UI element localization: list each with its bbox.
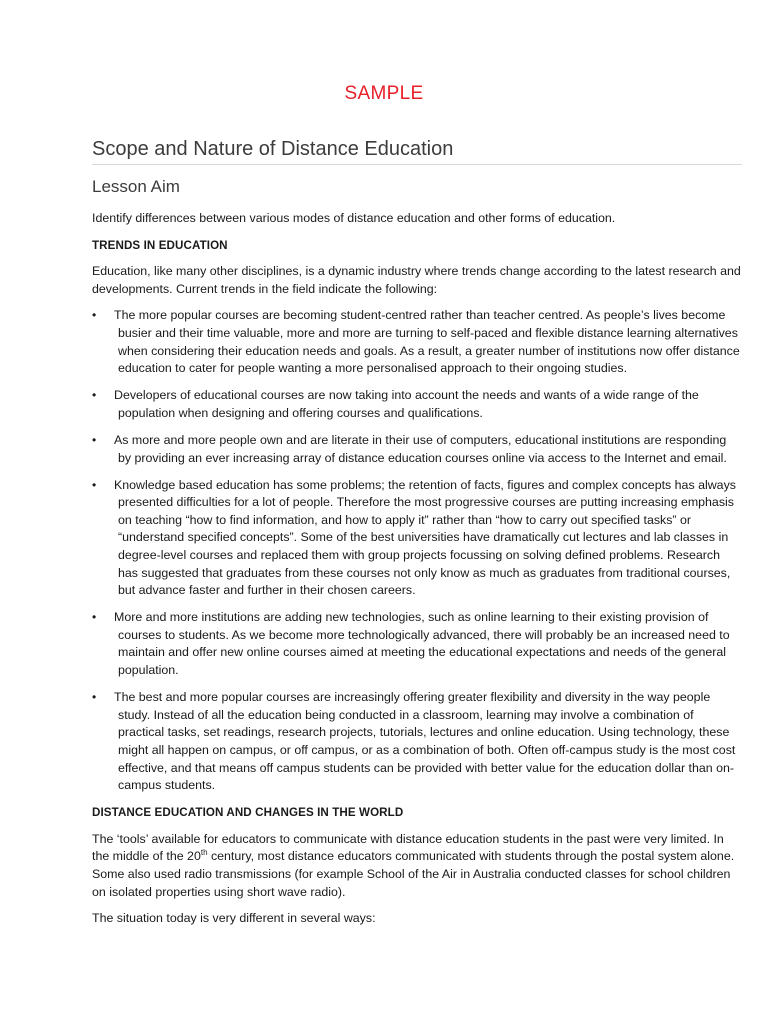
lesson-aim-heading: Lesson Aim xyxy=(92,177,180,196)
list-item xyxy=(92,432,742,467)
bullet-text: The best and more popular courses are increasingly offering greater flexibility and diversity in the way people study. Instead of all the education being conducted in a classroom, learning may involve a combination of practical tasks, set readings, research projects, tutorials, lectures and online education. Using technology, these might all happen on campus, or off campus, or as a combination of both. Often off-campus study is the most cost effective, and that means off campus students can be provided with better value for the education dollar than on-campus students. xyxy=(114,690,736,793)
bullet-text: Developers of educational courses are now taking into account the needs and wants of a wide range of the population when designing and offering courses and qualifications. xyxy=(114,388,699,420)
bullet-text: Knowledge based education has some problems; the retention of facts, figures and complex concepts has always presented difficulties for a lot of people. Therefore the most progressive courses are putting increasing emphasis on teaching “how to find information, and how to apply it” rather than “how to carry out specified tasks” or “understand specified concepts”. Some of the best universities have dramatically cut lectures and lab classes in degree-level courses and replaced them with group projects focussing on solving defined problems. Research has suggested that graduates from these courses not only know as much as graduates from traditional courses, but advance faster and further in their chosen careers. xyxy=(114,477,736,598)
situation-paragraph: The situation today is very different in several ways: xyxy=(92,911,376,926)
list-item xyxy=(92,689,742,795)
list-item xyxy=(92,307,742,377)
bullet-text: The more popular courses are becoming student-centred rather than teacher centred. As people’s lives become busier and their time valuable, more and more are turning to self-paced and flexible distance learning alternatives when considering their education needs and goals. As a result, a greater number of institutions now offer distance education to cater for people wanting a more personalised approach to their ongoing studies. xyxy=(114,308,740,376)
bullet-icon: • xyxy=(92,477,97,492)
bullet-icon: • xyxy=(92,308,97,323)
lesson-aim-text: Identify differences between various modes of distance education and other forms of education. xyxy=(92,211,616,225)
section-heading-changes: DISTANCE EDUCATION AND CHANGES IN THE WORLD xyxy=(92,806,404,820)
bullet-icon: • xyxy=(92,610,97,625)
bullet-icon: • xyxy=(92,432,97,447)
bullet-text: As more and more people own and are literate in their use of computers, educational institutions are responding by providing an ever increasing array of distance education courses online via access to the Internet and email. xyxy=(114,432,727,465)
changes-text-part-1: The ‘tools’ available for educators to communicate with distance education students in the past were very limited. In the middle of the 20 xyxy=(92,831,724,864)
changes-paragraph xyxy=(92,831,742,901)
list-item xyxy=(92,609,742,679)
bullet-icon: • xyxy=(92,388,97,403)
trends-bullet-list xyxy=(92,307,742,794)
sample-watermark-label: SAMPLE xyxy=(344,83,424,104)
ordinal-suffix: th xyxy=(200,848,208,858)
trends-intro: Education, like many other disciplines, is a dynamic industry where trends change according to the latest research and developments. Current trends in the field indicate the following: xyxy=(92,264,741,296)
changes-text-part-2: century, most distance educators communicated with students through the postal system alone. Some also used radio transmissions (for example School of the Air in Australia conducted classes for school children on isolated properties using short wave radio). xyxy=(92,849,735,899)
list-item xyxy=(92,387,742,422)
document-body xyxy=(92,210,742,937)
bullet-text: More and more institutions are adding new technologies, such as online learning to their existing provision of courses to students. As we become more technologically advanced, there will probably be an increased need to maintain and offer new online courses aimed at meeting the educational expectations and needs of the general population. xyxy=(114,610,730,678)
section-heading-trends: TRENDS IN EDUCATION xyxy=(92,238,228,252)
page-title: Scope and Nature of Distance Education xyxy=(92,136,742,165)
bullet-icon: • xyxy=(92,690,97,705)
list-item xyxy=(92,477,742,600)
